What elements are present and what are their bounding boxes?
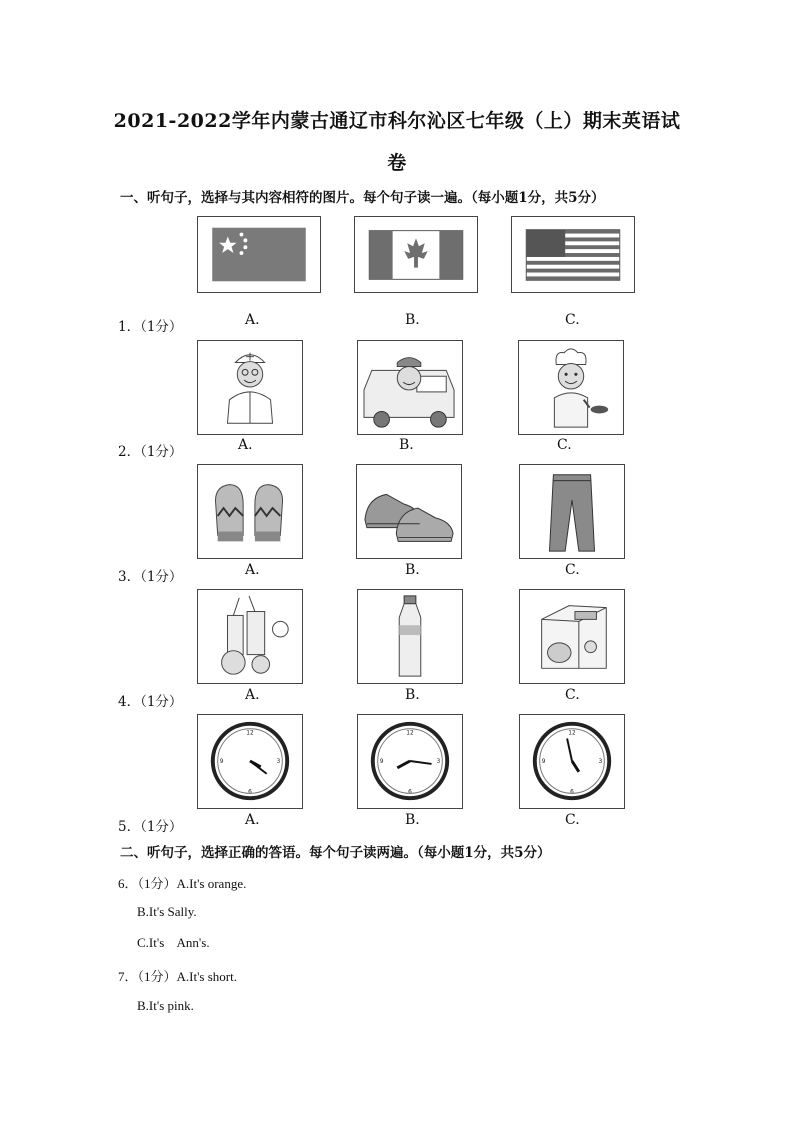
question-5-number: 5．（1分） (118, 819, 183, 835)
section1-heading: 一、听句子，选择与其内容相符的图片。每个句子读一遍。（每小题1分，共5分） (120, 190, 605, 206)
question-3-option-a: A. (245, 562, 260, 578)
milk-carton-icon (519, 589, 625, 684)
svg-text:12: 12 (568, 730, 576, 737)
apple-juice-icon (197, 589, 303, 684)
svg-text:3: 3 (598, 758, 603, 765)
question-1-option-b: B. (405, 312, 420, 328)
svg-text:12: 12 (246, 730, 254, 737)
clock-icon-a (197, 714, 303, 809)
question-2-option-c: C. (557, 437, 572, 453)
section2-heading: 二、听句子，选择正确的答语。每个句子读两遍。（每小题1分，共5分） (120, 845, 551, 861)
doctor-icon (197, 340, 303, 435)
question-5-option-b: B. (405, 812, 420, 828)
svg-text:6: 6 (570, 789, 574, 796)
svg-text:3: 3 (276, 758, 281, 765)
china-flag-icon (197, 216, 321, 293)
svg-text:6: 6 (248, 789, 252, 796)
question-3-option-c: C. (565, 562, 580, 578)
question-6-option-b: B.It's Sally. (137, 904, 197, 919)
sneakers-icon (356, 464, 462, 559)
usa-flag-icon (511, 216, 635, 293)
question-2-option-b: B. (399, 437, 414, 453)
canada-flag-icon (354, 216, 478, 293)
cook-icon (518, 340, 624, 435)
question-3-number: 3．（1分） (118, 569, 183, 585)
clock-icon-c (519, 714, 625, 809)
question-1-number: 1．（1分） (118, 319, 183, 335)
question-2-number: 2．（1分） (118, 444, 183, 460)
question-1-option-c: C. (565, 312, 580, 328)
question-4-number: 4．（1分） (118, 694, 183, 710)
svg-text:3: 3 (436, 758, 441, 765)
question-4-option-b: B. (405, 687, 420, 703)
question-1-option-a: A. (245, 312, 260, 328)
question-7-option-b: B.It's pink. (137, 998, 194, 1013)
mittens-icon (197, 464, 303, 559)
clock-icon-b (357, 714, 463, 809)
page-title-line2: 卷 (387, 152, 407, 174)
water-bottle-icon (357, 589, 463, 684)
question-3-option-b: B. (405, 562, 420, 578)
svg-text:9: 9 (219, 758, 224, 765)
question-4-option-a: A. (245, 687, 260, 703)
question-6-option-c: C.It's Ann's. (137, 935, 210, 950)
svg-text:12: 12 (406, 730, 414, 737)
svg-text:9: 9 (541, 758, 546, 765)
question-6-option-a: 6．（1分）A.It's orange. (118, 876, 247, 891)
jeans-icon (519, 464, 625, 559)
svg-text:6: 6 (408, 789, 412, 796)
question-7-option-a: 7．（1分）A.It's short. (118, 969, 237, 984)
page-title-line1: 2021-2022学年内蒙古通辽市科尔沁区七年级（上）期末英语试 (113, 110, 681, 132)
svg-text:9: 9 (379, 758, 384, 765)
question-2-option-a: A. (238, 437, 253, 453)
question-5-option-a: A. (245, 812, 260, 828)
driver-icon (357, 340, 463, 435)
question-5-option-c: C. (565, 812, 580, 828)
question-4-option-c: C. (565, 687, 580, 703)
